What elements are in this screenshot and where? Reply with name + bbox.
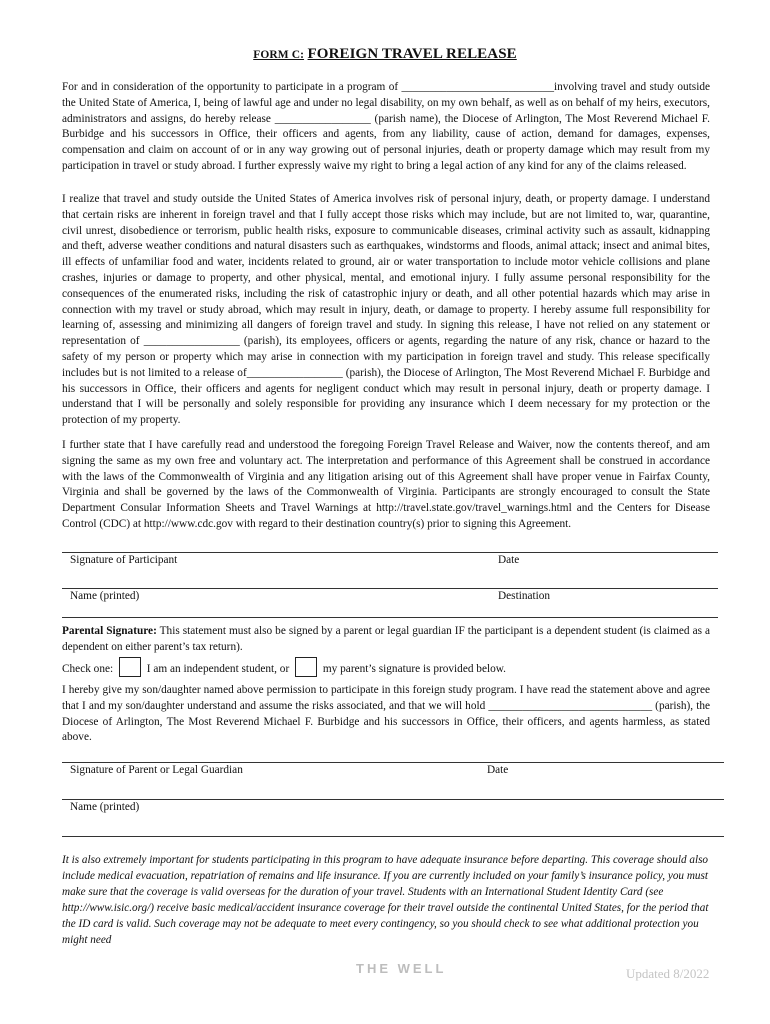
updated-date: Updated 8/2022 [626,966,710,981]
participant-date-label: Date [498,554,520,566]
parental-text: This statement must also be signed by a parent or legal guardian IF the participant is a dependent student (is claimed as a dependent on either parent’s tax return). [62,625,710,653]
parent-date-label: Date [487,764,509,776]
participant-signature-line[interactable] [62,552,718,553]
parent-signature-label: my parent’s signature is provided below. [322,663,507,675]
agreement-paragraph [62,438,710,533]
participant-block-divider [62,617,718,618]
insurance-note: It is also extremely important for students participating in this program to have adequate insurance before departing. This coverage should also include medical evacuation, repatriation of remains and life insurance. If you are currently included on your family’s insurance policy, you must make sure that the coverage is valid overseas for the duration of your travel. Students with an International Student Identity Card (see http://www.isic.org/) receive basic medical/accident insurance coverage for their travel outside the continental United States, for the period that the ID card is valid. Such coverage may not be adequate to meet every contingency, so you should check to see what additional protection you might need [62,854,709,946]
permission-text: I hereby give my son/daughter named above permission to participate in this foreign study program. I have read the statement above and agree that I and my son/daughter understand and assume the risks associated, and that we will hold _____________________________ (parish), the Diocese of Arlington, The Most Reverend Michael F. Burbidge and his successors in Office, their officers, and agents harmless, as stated above. [62,684,710,744]
release-paragraph [62,80,710,175]
form-name: FOREIGN TRAVEL RELEASE [307,46,517,62]
parent-signature-checkbox[interactable] [295,657,317,677]
parent-name-label: Name (printed) [70,801,140,813]
parent-signature-line[interactable] [62,762,724,763]
independent-student-checkbox[interactable] [119,657,141,677]
release-text: For and in consideration of the opportunity to participate in a program of ___________________________involving travel and study outside the United State of America, I, being of lawful age and under no legal disability, on my own behalf, as well as on behalf of my heirs, executors, administrators and assigns, do hereby release _________________ (parish name), the Diocese of Arlington, The Most Reverend Michael F. Burbidge and his successors in Office, their officers and agents, from any liability, cause of action, demand for damages, expenses, compensation and claim on account of or in any way growing out of personal injuries, death or property damage which may result from my participation in travel or study abroad. I further expressly waive my right to bring a legal action of any kind for any of the claims released. [62,81,710,172]
the-well-logo: THE WELL [356,961,447,976]
parental-paragraph [62,624,710,656]
parental-heading: Parental Signature: [62,625,157,637]
form-label: FORM C: [253,49,305,61]
permission-paragraph [62,683,710,746]
parent-signature-label-text: Signature of Parent or Legal Guardian [70,764,243,776]
agreement-text: I further state that I have carefully read and understood the foregoing Foreign Travel Release and Waiver, now the contents thereof, and am signing the same as my own free and voluntary act. The interpretation and performance of this Agreement shall be construed in accordance with the laws of the Commonwealth of Virginia and any litigation arising out of this Agreement shall have proper venue in Fairfax County, Virginia and shall be governed by the laws of the Commonwealth of Virginia. Participants are strongly encouraged to consult the State Department Consular Information Sheets and Travel Warnings at http://travel.state.gov/travel_warnings.html and the Centers for Disease Control (CDC) at http://www.cdc.gov with regard to their destination country(s) prior to signing this Agreement. [62,439,710,530]
parental-block-divider [62,836,724,837]
risk-paragraph [62,192,710,429]
parent-name-line[interactable] [62,799,724,800]
check-one-row [62,657,710,678]
risk-text: I realize that travel and study outside the United States of America involves risk of personal injury, death, or property damage. I understand that certain risks are inherent in foreign travel and that I fully accept those risks which may include, but are not limited to, war, quarantine, civil unrest, disobedience or terrorism, public health risks, exposure to communicable diseases, criminal activity such as assault, kidnapping and theft, adverse weather conditions and natural disasters such as earthquakes, windstorms and floods, animal attack; insect and animal bites, ill effects of unfamiliar food and water, incidents related to ground, air or water transportation to include motor vehicle collisions and plane crashes, injuries or damage to property, and other physical, mental, and emotional injury. I fully assume personal responsibility for the consequences of the enumerated risks, including the risk of catastrophic injury or death, and all other potential hazards which may arise in connection with my travel or study abroad, which may result in injury, death, or damage to property. I hereby assume full responsibility for learning of, assessing and minimizing all dangers of foreign travel and study. In signing this release, I have not relied on any statement or representation of _________________ (parish), its employees, officers or agents, regarding the nature of any risk, chance or hazard to the safety of my person or property which may arise in connection with my participation in foreign travel and study. This release specifically includes but is not limited to a release of_________________ (parish), the Diocese of Arlington, The Most Reverend Michael F. Burbidge and his successors in Office, their officers and agents for negligent conduct which may result in personal injury, death or property damage. I understand that I will be personally and solely responsible for providing any insurance which I deem necessary for my protection or the protection of my property. [62,193,710,427]
check-one-label: Check one: [62,663,114,675]
participant-name-label: Name (printed) [70,590,140,602]
participant-signature-label: Signature of Participant [70,554,178,566]
independent-student-label: I am an independent student, or [146,663,290,675]
participant-name-line[interactable] [62,588,718,589]
destination-label: Destination [498,590,551,602]
form-title [0,46,770,63]
